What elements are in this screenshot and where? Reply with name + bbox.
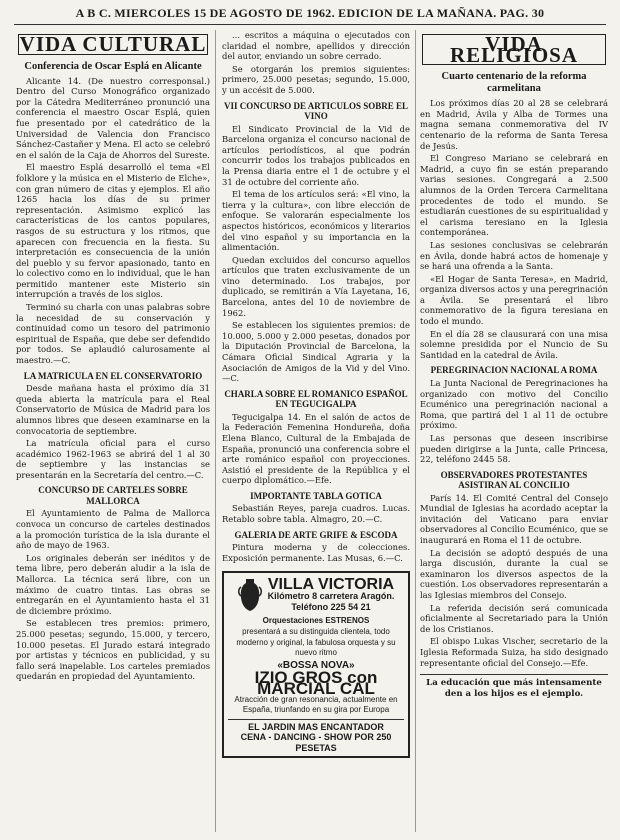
paragraph: ... escritos a máquina o ejecutados con claridad el nombre, apellidos y dirección del autor, enviando un sobre cerrado.: [222, 30, 410, 62]
page-header: A B C. MIERCOLES 15 DE AGOSTO DE 1962. EDICION DE LA MAÑANA. PAG. 30: [75, 6, 545, 20]
headline-matricula-conservatorio: LA MATRICULA EN EL CONSERVATORIO: [23, 370, 203, 381]
headline-tabla-gotica: IMPORTANTE TABLA GOTICA: [250, 490, 382, 501]
paragraph: La referida decisión será comunicada oficialmente al Secretariado para la Unión de los Cristianos.: [420, 602, 608, 634]
footer-quote: La educación que más intensamente den a los hijos es el ejemplo.: [420, 674, 608, 699]
article-body: [222, 124, 410, 384]
article-body: [16, 383, 210, 480]
paragraph: Terminó su charla con unas palabras sobre la necesidad de su conservación y continuidad como un tesoro del patrimonio espiritual de España, que debe ser defendido por todos. Se aplaudió calurosamente al maestro.—C.: [16, 302, 210, 366]
paragraph: Tegucigalpa 14. En el salón de actos de la Federación Femenina Hondureña, doña Elena Blanco, Cultural de la Embajada de España, pronunció una conferencia sobre el arte románico español con proyecciones. Asistió el presidente de la República y el cuerpo diplomático.—Efe.: [222, 411, 410, 486]
column-divider-2: [415, 30, 416, 832]
article-body: [222, 30, 410, 96]
article-body: [222, 503, 410, 524]
headline-reforma-carmelitana: Cuarto centenario de la reforma carmelitana: [441, 71, 587, 95]
paragraph: Los próximos días 20 al 28 se celebrará en Madrid, Ávila y Alba de Tormes una magna semana conmemorativa del IV centenario de la reforma de Santa Teresa de Jesús.: [420, 98, 608, 151]
headline-articulos-vino: VII CONCURSO DE ARTICULOS SOBRE EL VINO: [224, 100, 408, 122]
ad-band: IZIO GROS con MARCIAL CAL: [254, 668, 378, 698]
article-body: [222, 412, 410, 486]
paragraph: Alicante 14. (De nuestro corresponsal.) Dentro del Curso Monográfico organizado por la Cátedra Mediterráneo pronunció una conferencia el maestro Oscar Esplá, quien fue presentado por el catedrático de la Universidad de Valencia don Francisco Sánchez-Castañer y Mena. El acto se celebró en el salón de la Caja de Ahorros del Sureste.: [16, 75, 210, 160]
paragraph: Sebastián Reyes, pareja cuadros. Lucas. Retablo sobre tabla. Almagro, 20.—C.: [222, 503, 410, 525]
paragraph: Desde mañana hasta el próximo día 31 queda abierta la matrícula para el Real Conservatorio de Música de Madrid para los alumnos libres que deseen examinarse en la convocatoria de septiembre.: [16, 383, 210, 436]
ad-villa-name: VILLA VICTORIA: [267, 576, 395, 594]
headline-peregrinacion-roma: PEREGRINACION NACIONAL A ROMA: [430, 365, 598, 376]
headline-romanico-tegucigalpa: CHARLA SOBRE EL ROMANICO ESPAÑOL EN TEGUCIGALPA: [224, 388, 408, 410]
article-body: [16, 508, 210, 682]
paragraph: El Congreso Mariano se celebrará en Madrid, a cuyo fin se están preparando varias sesiones. Congregará a 2.500 alumnos de la Orden Tercera Carmelitana procedentes de todo el mundo. Se estudiarán cuestiones de su espiritualidad y el carisma teresiano en la Iglesia contemporánea.: [420, 153, 608, 238]
paragraph: Se establecen tres premios: primero, 25.000 pesetas; segundo, 15.000, y tercero, 10.000 pesetas. El Jurado estará integrado por artistas y técnicos en publicidad, y su fallo será inapelable. Los carteles premiados quedarán en propiedad del Ayuntamiento.: [16, 618, 210, 682]
paragraph: Quedan excluidos del concurso aquellos artículos que traten exclusivamente de un vino determinado. Los trabajos, por duplicado, se remitirán a Vía Layetana, 16, Barcelona, antes del 10 de noviembre de 1962.: [222, 254, 410, 318]
article-body: [222, 542, 410, 563]
ad-text: Atracción de gran resonancia, actualmente en España, triunfando en su gira por Europa: [234, 694, 398, 715]
paragraph: Las sesiones conclusivas se celebrarán en Ávila, donde habrá actos de homenaje y se hará una ofrenda a la Santa.: [420, 239, 608, 272]
ad-dinner: CENA - DANCING - SHOW POR 250 PESETAS: [240, 732, 392, 753]
paragraph: Se otorgarán los premios siguientes: primero, 25.000 pesetas; segundo, 15.000, y un accésit de 5.000.: [222, 63, 410, 95]
ad-text: presentará a su distinguida clientela, todo moderno y original, la fabulosa orquesta y su nuevo ritmo: [236, 626, 396, 658]
paragraph: En el día 28 se clausurará con una misa solemne presidida por el Nuncio de Su Santidad en la catedral de Ávila.: [420, 328, 608, 360]
paragraph: La Junta Nacional de Peregrinaciones ha organizado con motivo del Concilio Ecuménico una peregrinación nacional a Roma, que partirá del 1 al 11 de octubre próximo.: [420, 377, 608, 431]
article-body: [420, 378, 608, 465]
paragraph: París 14. El Comité Central del Consejo Mundial de Iglesias ha acordado aceptar la invitación del Vaticano para enviar observadores al Concilio Ecuménico, que se inaugurará en Roma el 11 de octubre.: [420, 492, 608, 546]
article-body: [420, 98, 608, 360]
amphora-icon: [238, 577, 262, 613]
paragraph: El maestro Esplá desarrolló el tema «El folklore y la música en el Misterio de Elche», con gran número de citas y ejemplos. El año 1265 hacia los días de su primer representación. Asimismo explicó las características de los cantos populares, rasgos de su estructura y los ritmos, que aparecen con frecuencia en la fiesta. Su interpretación es consecuencia de la unión del pueblo y su fervor apasionado, tanto en lo colectivo como en lo individual, que le han permitido mantener este Misterio sin interrupción a través de los siglos.: [16, 162, 210, 300]
headline-galeria-grife-escoda: GALERIA DE ARTE GRIFE & ESCODA: [234, 529, 398, 540]
ad-phone: Teléfono 225 54 21: [291, 601, 371, 612]
paragraph: El tema de los artículos será: «El vino, la tierra y la cultura», con libre elección de enfoque. Se valorarán especialmente los aspectos históricos, económicos y literarios del vino español y su importancia en la alimentación.: [222, 189, 410, 253]
advertisement-villa-victoria: [222, 571, 410, 758]
paragraph: Los originales deberán ser inéditos y de tema libre, pero deberán aludir a la isla de Mallorca. La técnica será libre, con un máximo de cuatro tintas. Las obras se entregarán en el Ayuntamiento hasta el 31 de diciembre próximo.: [16, 552, 210, 616]
article-body: [16, 76, 210, 366]
ad-location: Kilómetro 8 carretera Aragón.: [267, 591, 395, 602]
paragraph: La decisión se adoptó después de una larga discusión, durante la cual se examinaron los diversos aspectos de la cuestión. Los observadores representarán a las Iglesias miembros del Consejo.: [420, 547, 608, 601]
headline-carteles-mallorca: CONCURSO DE CARTELES SOBRE MALLORCA: [38, 485, 188, 506]
headline-oscar-espla: Conferencia de Oscar Esplá en Alicante: [24, 60, 202, 72]
section-title-vida-religiosa: VIDA RELIGIOSA: [422, 34, 606, 65]
paragraph: Pintura moderna y de colecciones. Exposición permanente. Las Musas, 6.—C.: [222, 542, 410, 563]
column-middle: [222, 30, 410, 835]
paragraph: «El Hogar de Santa Teresa», en Madrid, organiza diversos actos y una peregrinación a Ávila. Se presentará el libro conmemorativo de la figura teresiana en todo el mundo.: [420, 273, 608, 327]
headline-observadores-concilio: OBSERVADORES PROTESTANTES ASISTIRAN AL CONCILIO: [440, 469, 588, 491]
ad-garden: EL JARDIN MAS ENCANTADOR: [228, 719, 404, 733]
paragraph: El Sindicato Provincial de la Vid de Barcelona organiza el concurso nacional de artículos periodísticos, al que podrán concurrir todos los trabajos publicados en la Prensa diaria entre el 1 de octubre y el 31 de octubre del corriente año.: [222, 123, 410, 187]
column-divider-1: [215, 30, 216, 832]
paragraph: Las personas que deseen inscribirse pueden dirigirse a la Junta, calle Princesa, 22, teléfono 2445 58.: [420, 432, 608, 465]
paragraph: El obispo Lukas Vischer, secretario de la Iglesia Reformada Suiza, ha sido designado representante oficial del Consejo.—Efe.: [420, 636, 608, 668]
paragraph: Se establecen los siguientes premios: de 10.000, 5.000 y 2.000 pesetas, donados por la Diputación Provincial de Barcelona, la Cámara Oficial Sindical Agraria y la Asociación de Amigos de la Vid y del Vino.—C.: [222, 320, 410, 384]
column-vida-religiosa: [420, 30, 608, 835]
ad-premiere: Orquestaciones ESTRENOS: [262, 616, 370, 626]
section-title-vida-cultural: VIDA CULTURAL: [19, 32, 207, 56]
article-body: [420, 493, 608, 669]
column-vida-cultural: [16, 30, 210, 835]
paragraph: El Ayuntamiento de Palma de Mallorca convoca un concurso de carteles destinados a la promoción turística de la isla durante el año de mayo de 1963.: [16, 508, 210, 551]
header-rule: [14, 24, 606, 25]
paragraph: La matrícula oficial para el curso académico 1962-1963 se abrirá del 1 al 30 de septiembre y las instancias se presentarán en la Secretaría del centro.—C.: [16, 438, 210, 480]
ad-rhythm: «BOSSA NOVA»: [277, 659, 355, 671]
